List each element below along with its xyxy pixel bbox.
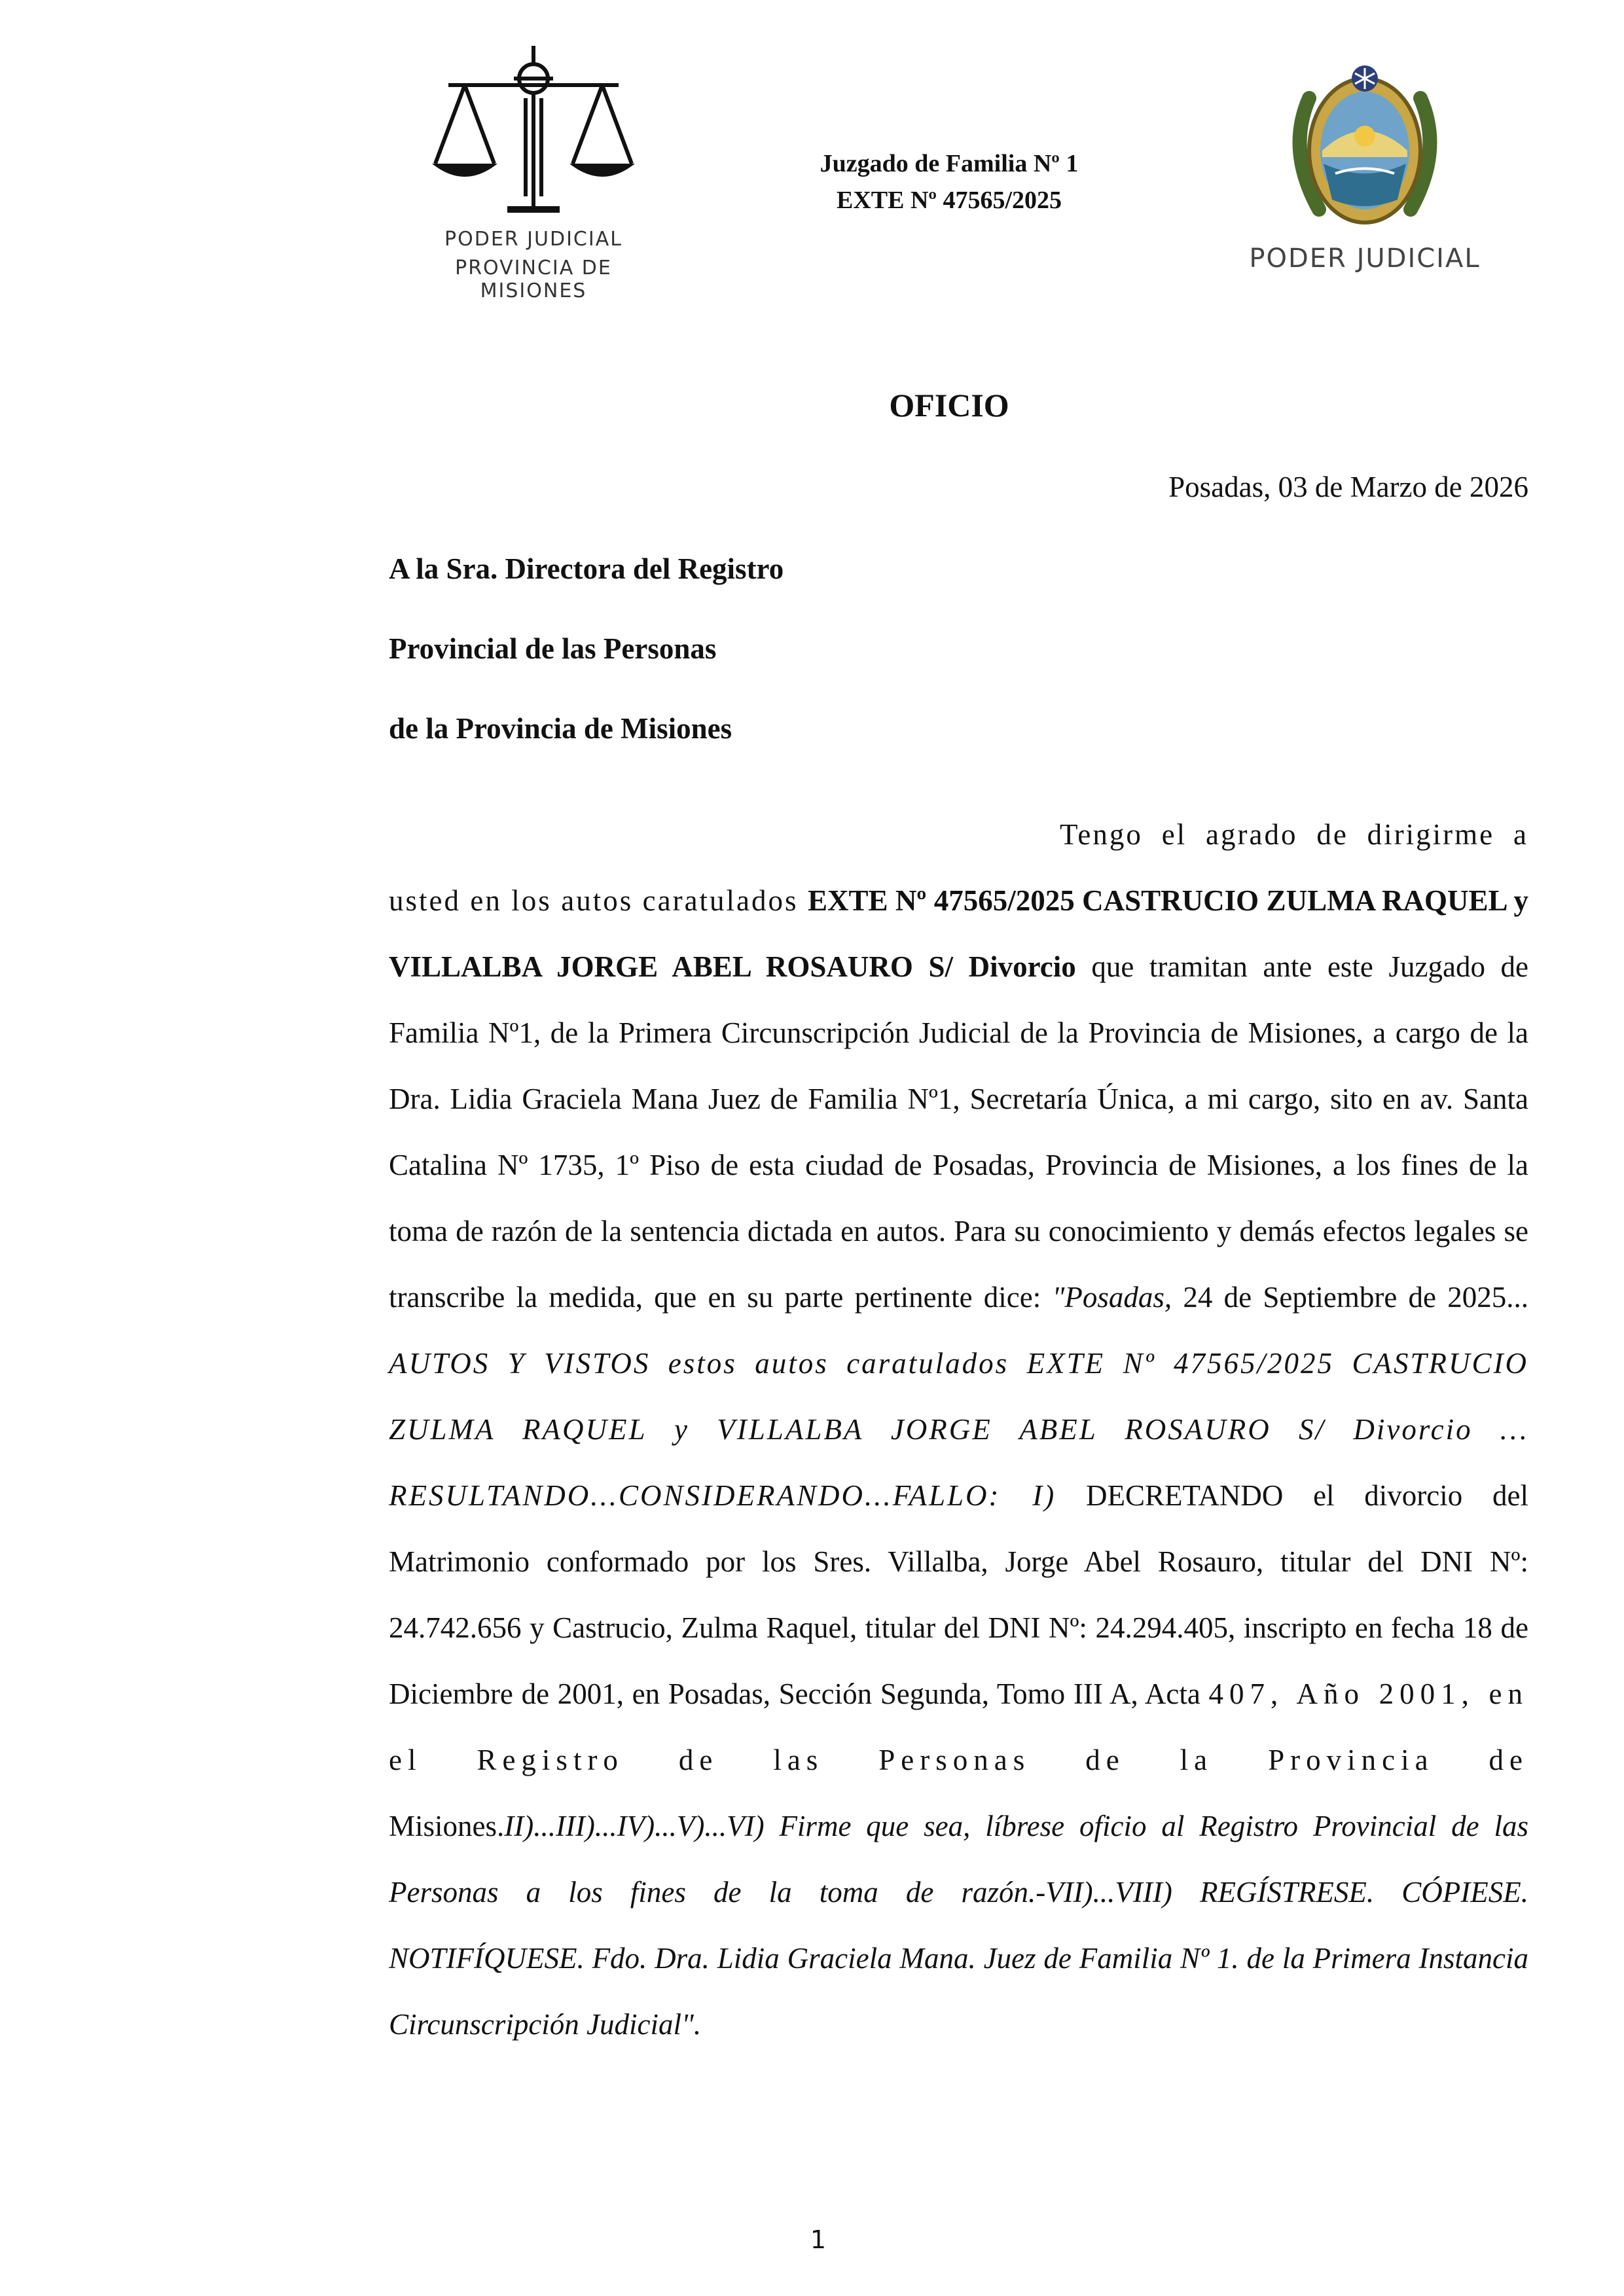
left-logo-line1: PODER JUDICIAL	[444, 228, 623, 251]
body-italic-3: II)...III)...IV)...V)...VI) Firme que sea, líbrese oficio al Registro Provincial de las Personas a los fines de la toma de razón.-VII)...VIII) REGÍSTRESE. CÓPIESE. NOTIFÍQUESE. Fdo. Dra. Lidia Graciela Mana. Juez de Familia Nº 1. de la Primera Instancia Circunscripción Judicial".	[389, 1810, 1528, 2041]
body-text-2: que tramitan ante este Juzgado de Familia Nº1, de la Primera Circunscripción Judicial de la Provincia de Misiones, a cargo de la Dra. Lidia Graciela Mana Juez de Familia Nº1, Secretaría Única, a mi cargo, sito en av. Santa Catalina Nº 1735, 1º Piso de esta ciudad de Posadas, Provincia de Misiones, a los fines de la toma de razón de la sentencia dictada en autos. Para su conocimiento y demás efectos legales se transcribe la medida, que en su parte pertinente dice:	[389, 950, 1528, 1314]
body-text-3: 24 de Septiembre de 2025...	[1172, 1281, 1529, 1314]
provincial-seal-icon	[1283, 59, 1447, 236]
addressee-line-1: A la Sra. Directora del Registro	[389, 552, 784, 585]
addressee-line-2: Provincial de las Personas	[389, 632, 717, 665]
body-paragraph	[389, 802, 1528, 2058]
body-text-4: DECRETANDO el divorcio del Matrimonio conformado por los Sres. Villalba, Jorge Abel Rosauro, titular del DNI Nº: 24.742.656 y Castrucio, Zulma Raquel, titular del DNI Nº: 24.294.405, inscripto en fecha 18 de Diciembre de 2001, en Posadas, Sección Segunda, Tomo III A, Acta	[389, 1479, 1528, 1710]
document-date: Posadas, 03 de Marzo de 2026	[1168, 471, 1528, 503]
scales-of-justice-icon	[429, 39, 638, 223]
body-text-1: Tengo el agrado de dirigirme a usted en los autos caratulados	[389, 818, 1528, 917]
page-number: 1	[810, 2225, 827, 2254]
document-title: OFICIO	[889, 387, 1009, 423]
addressee-line-3: de la Provincia de Misiones	[389, 712, 732, 745]
body-italic-1: "Posadas,	[1052, 1281, 1172, 1314]
case-caption-bold: EXTE Nº 47565/2025 CASTRUCIO ZULMA RAQUEL y VILLALBA JORGE ABEL ROSAURO S/ Divorcio	[389, 884, 1528, 983]
header-court-info	[753, 145, 1146, 219]
body-italic-2: AUTOS Y VISTOS estos autos caratulados EXTE Nº 47565/2025 CASTRUCIO ZULMA RAQUEL y VILLALBA JORGE ABEL ROSAURO S/ Divorcio … RESULTANDO...CONSIDERANDO...FALLO: I)	[389, 1347, 1528, 1512]
court-name: Juzgado de Familia Nº 1	[820, 150, 1079, 177]
document-body	[389, 802, 1528, 2058]
right-logo-caption: PODER JUDICIAL	[1249, 243, 1481, 274]
left-logo-line2: PROVINCIA DE MISIONES	[455, 257, 612, 302]
poder-judicial-misiones-logo	[403, 39, 664, 302]
file-number: EXTE Nº 47565/2025	[836, 187, 1062, 214]
body-text-6: Misiones.	[389, 1810, 505, 1842]
provincia-misiones-seal-logo	[1234, 59, 1496, 281]
body-text-5: 407, Año 2001, en el Registro de las Personas de la Provincia de	[389, 1677, 1528, 1776]
